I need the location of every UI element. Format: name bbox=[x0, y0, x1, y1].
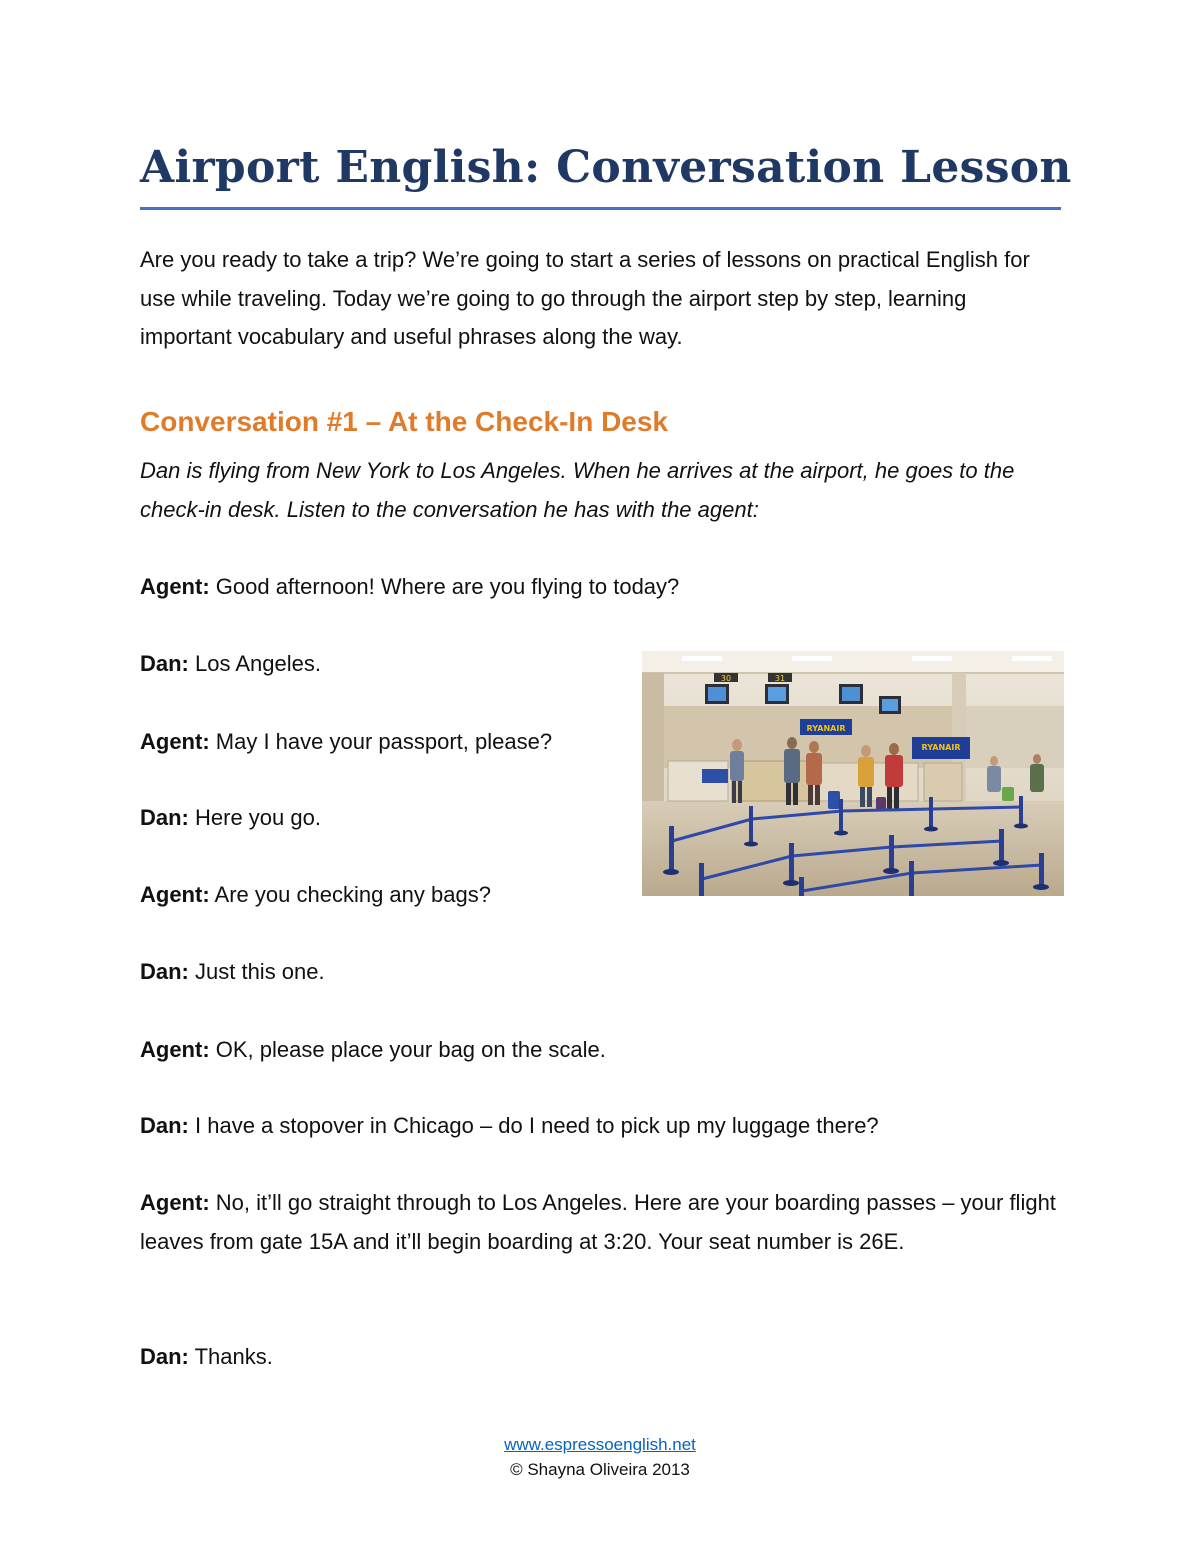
page-title: Airport English: Conversation Lesson bbox=[140, 142, 1072, 193]
airline-sign-text: RYANAIR bbox=[806, 724, 846, 733]
speaker-label: Agent: bbox=[140, 1037, 210, 1062]
section-intro: Dan is flying from New York to Los Angeles. When he arrives at the airport, he goes to the check-in desk. Listen to the conversation he has with the agent: bbox=[140, 458, 1015, 522]
dialogue-line bbox=[140, 568, 1061, 607]
airline-sign-text: RYANAIR bbox=[921, 743, 961, 752]
dialogue-text: Are you checking any bags? bbox=[209, 882, 491, 907]
dialogue-line bbox=[140, 953, 1061, 992]
speaker-label: Agent: bbox=[140, 882, 210, 907]
speaker-label: Dan: bbox=[140, 959, 189, 984]
footer-link-line bbox=[0, 1433, 1200, 1457]
dialogue-line bbox=[140, 1107, 1061, 1146]
dialogue-text: May I have your passport, please? bbox=[209, 729, 553, 754]
dialogue-line bbox=[140, 1338, 1061, 1377]
speaker-label: Agent: bbox=[140, 729, 210, 754]
dialogue-line bbox=[140, 723, 620, 762]
intro-paragraph: Are you ready to take a trip? We’re going to start a series of lessons on practical English for use while traveling. Today we’re going to go through the airport step by step, learning important vocabulary and useful phrases along the way. bbox=[140, 247, 1030, 349]
dialogue-text: Los Angeles. bbox=[188, 651, 321, 676]
section-heading: Conversation #1 – At the Check-In Desk bbox=[140, 406, 669, 437]
speaker-label: Dan: bbox=[140, 1113, 189, 1138]
counter-number: 31 bbox=[774, 674, 786, 683]
dialogue-line bbox=[140, 1031, 1061, 1070]
speaker-label: Agent: bbox=[140, 1190, 210, 1215]
dialogue-text: Just this one. bbox=[188, 959, 325, 984]
speaker-label: Dan: bbox=[140, 1344, 189, 1369]
speaker-label: Dan: bbox=[140, 651, 189, 676]
dialogue-line bbox=[140, 1184, 1061, 1261]
speaker-label: Dan: bbox=[140, 805, 189, 830]
counter-number: 30 bbox=[720, 674, 732, 683]
dialogue-text: OK, please place your bag on the scale. bbox=[209, 1037, 606, 1062]
website-link[interactable]: www.espressoenglish.net bbox=[504, 1435, 696, 1454]
dialogue-text: Good afternoon! Where are you flying to today? bbox=[209, 574, 680, 599]
title-underline bbox=[140, 207, 1061, 210]
dialogue-text: Here you go. bbox=[188, 805, 321, 830]
dialogue-text: I have a stopover in Chicago – do I need to pick up my luggage there? bbox=[188, 1113, 879, 1138]
copyright-notice: © Shayna Oliveira 2013 bbox=[510, 1460, 690, 1479]
dialogue-text: Thanks. bbox=[188, 1344, 273, 1369]
airport-checkin-photo bbox=[642, 651, 1064, 896]
speaker-label: Agent: bbox=[140, 574, 210, 599]
dialogue-text: No, it’ll go straight through to Los Angeles. Here are your boarding passes – your flight leaves from gate 15A and it’ll begin boarding at 3:20. Your seat number is 26E. bbox=[140, 1190, 1056, 1254]
